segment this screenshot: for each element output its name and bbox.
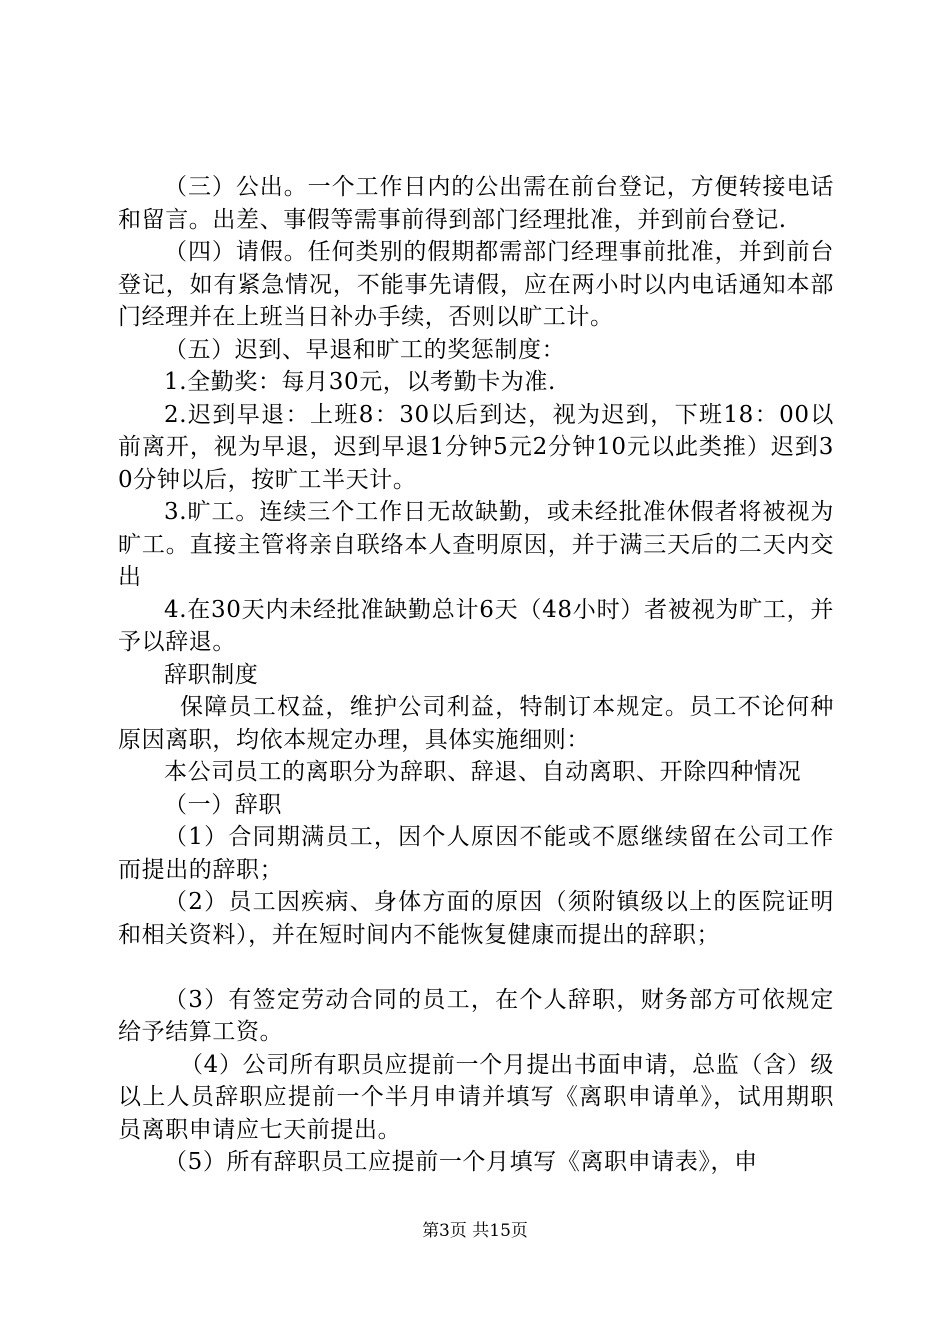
paragraph-absenteeism: 3.旷工。连续三个工作日无故缺勤，或未经批准休假者将被视为旷工。直接主管将亲自联络本人查明原因，并于满三天后的二天内交出 [118, 499, 834, 590]
list-item-1: （1）合同期满员工，因个人原因不能或不愿继续留在公司工作而提出的辞职； [118, 824, 834, 883]
list-item-2: （2）员工因疾病、身体方面的原因（须附镇级以上的医院证明和相关资料），并在短时间内不能恢复健康而提出的辞职； [118, 889, 834, 948]
list-item-5: （5）所有辞职员工应提前一个月填写《离职申请表》，申 [164, 1149, 758, 1175]
document-body [118, 171, 834, 1179]
paragraph-reward-penalty-heading: （五）迟到、早退和旷工的奖惩制度： [164, 336, 566, 363]
paragraph-leave: （四）请假。任何类别的假期都需部门经理事前批准，并到前台登记，如有紧急情况，不能事先请假，应在两小时以内电话通知本部门经理并在上班当日补办手续，否则以旷工计。 [118, 239, 834, 330]
section-heading-resignation: 辞职制度 [164, 661, 259, 688]
paragraph-purpose: 保障员工权益，维护公司利益，特制订本规定。员工不论何种原因离职，均依本规定办理，具体实施细则： [118, 694, 834, 753]
paragraph-departure-types: 本公司员工的离职分为辞职、辞退、自动离职、开除四种情况 [164, 759, 802, 785]
paragraph-full-attendance: 1.全勤奖：每月30元，以考勤卡为准. [164, 369, 556, 395]
list-item-4: （4）公司所有职员应提前一个月提出书面申请，总监（含）级以上人员辞职应提前一个半月申请并填写《离职申请单》，试用期职员离职申请应七天前提出。 [118, 1051, 834, 1143]
subheading-resignation: （一）辞职 [164, 791, 282, 818]
paragraph-business-trip: （三）公出。一个工作日内的公出需在前台登记，方便转接电话和留言。出差、事假等需事前得到部门经理批准，并到前台登记. [118, 174, 834, 233]
page-number-footer: 第3页 共15页 [422, 1221, 528, 1241]
paragraph-absence-dismissal: 4.在30天内未经批准缺勤总计6天（48小时）者被视为旷工，并予以辞退。 [118, 596, 834, 655]
paragraph-late-early: 2.迟到早退：上班8：30以后到达，视为迟到，下班18：00以前离开，视为早退，迟到早退1分钟5元2分钟10元以此类推）迟到30分钟以后，按旷工半天计。 [118, 401, 834, 493]
list-item-3: （3）有签定劳动合同的员工，在个人辞职，财务部方可依规定给予结算工资。 [118, 986, 834, 1045]
